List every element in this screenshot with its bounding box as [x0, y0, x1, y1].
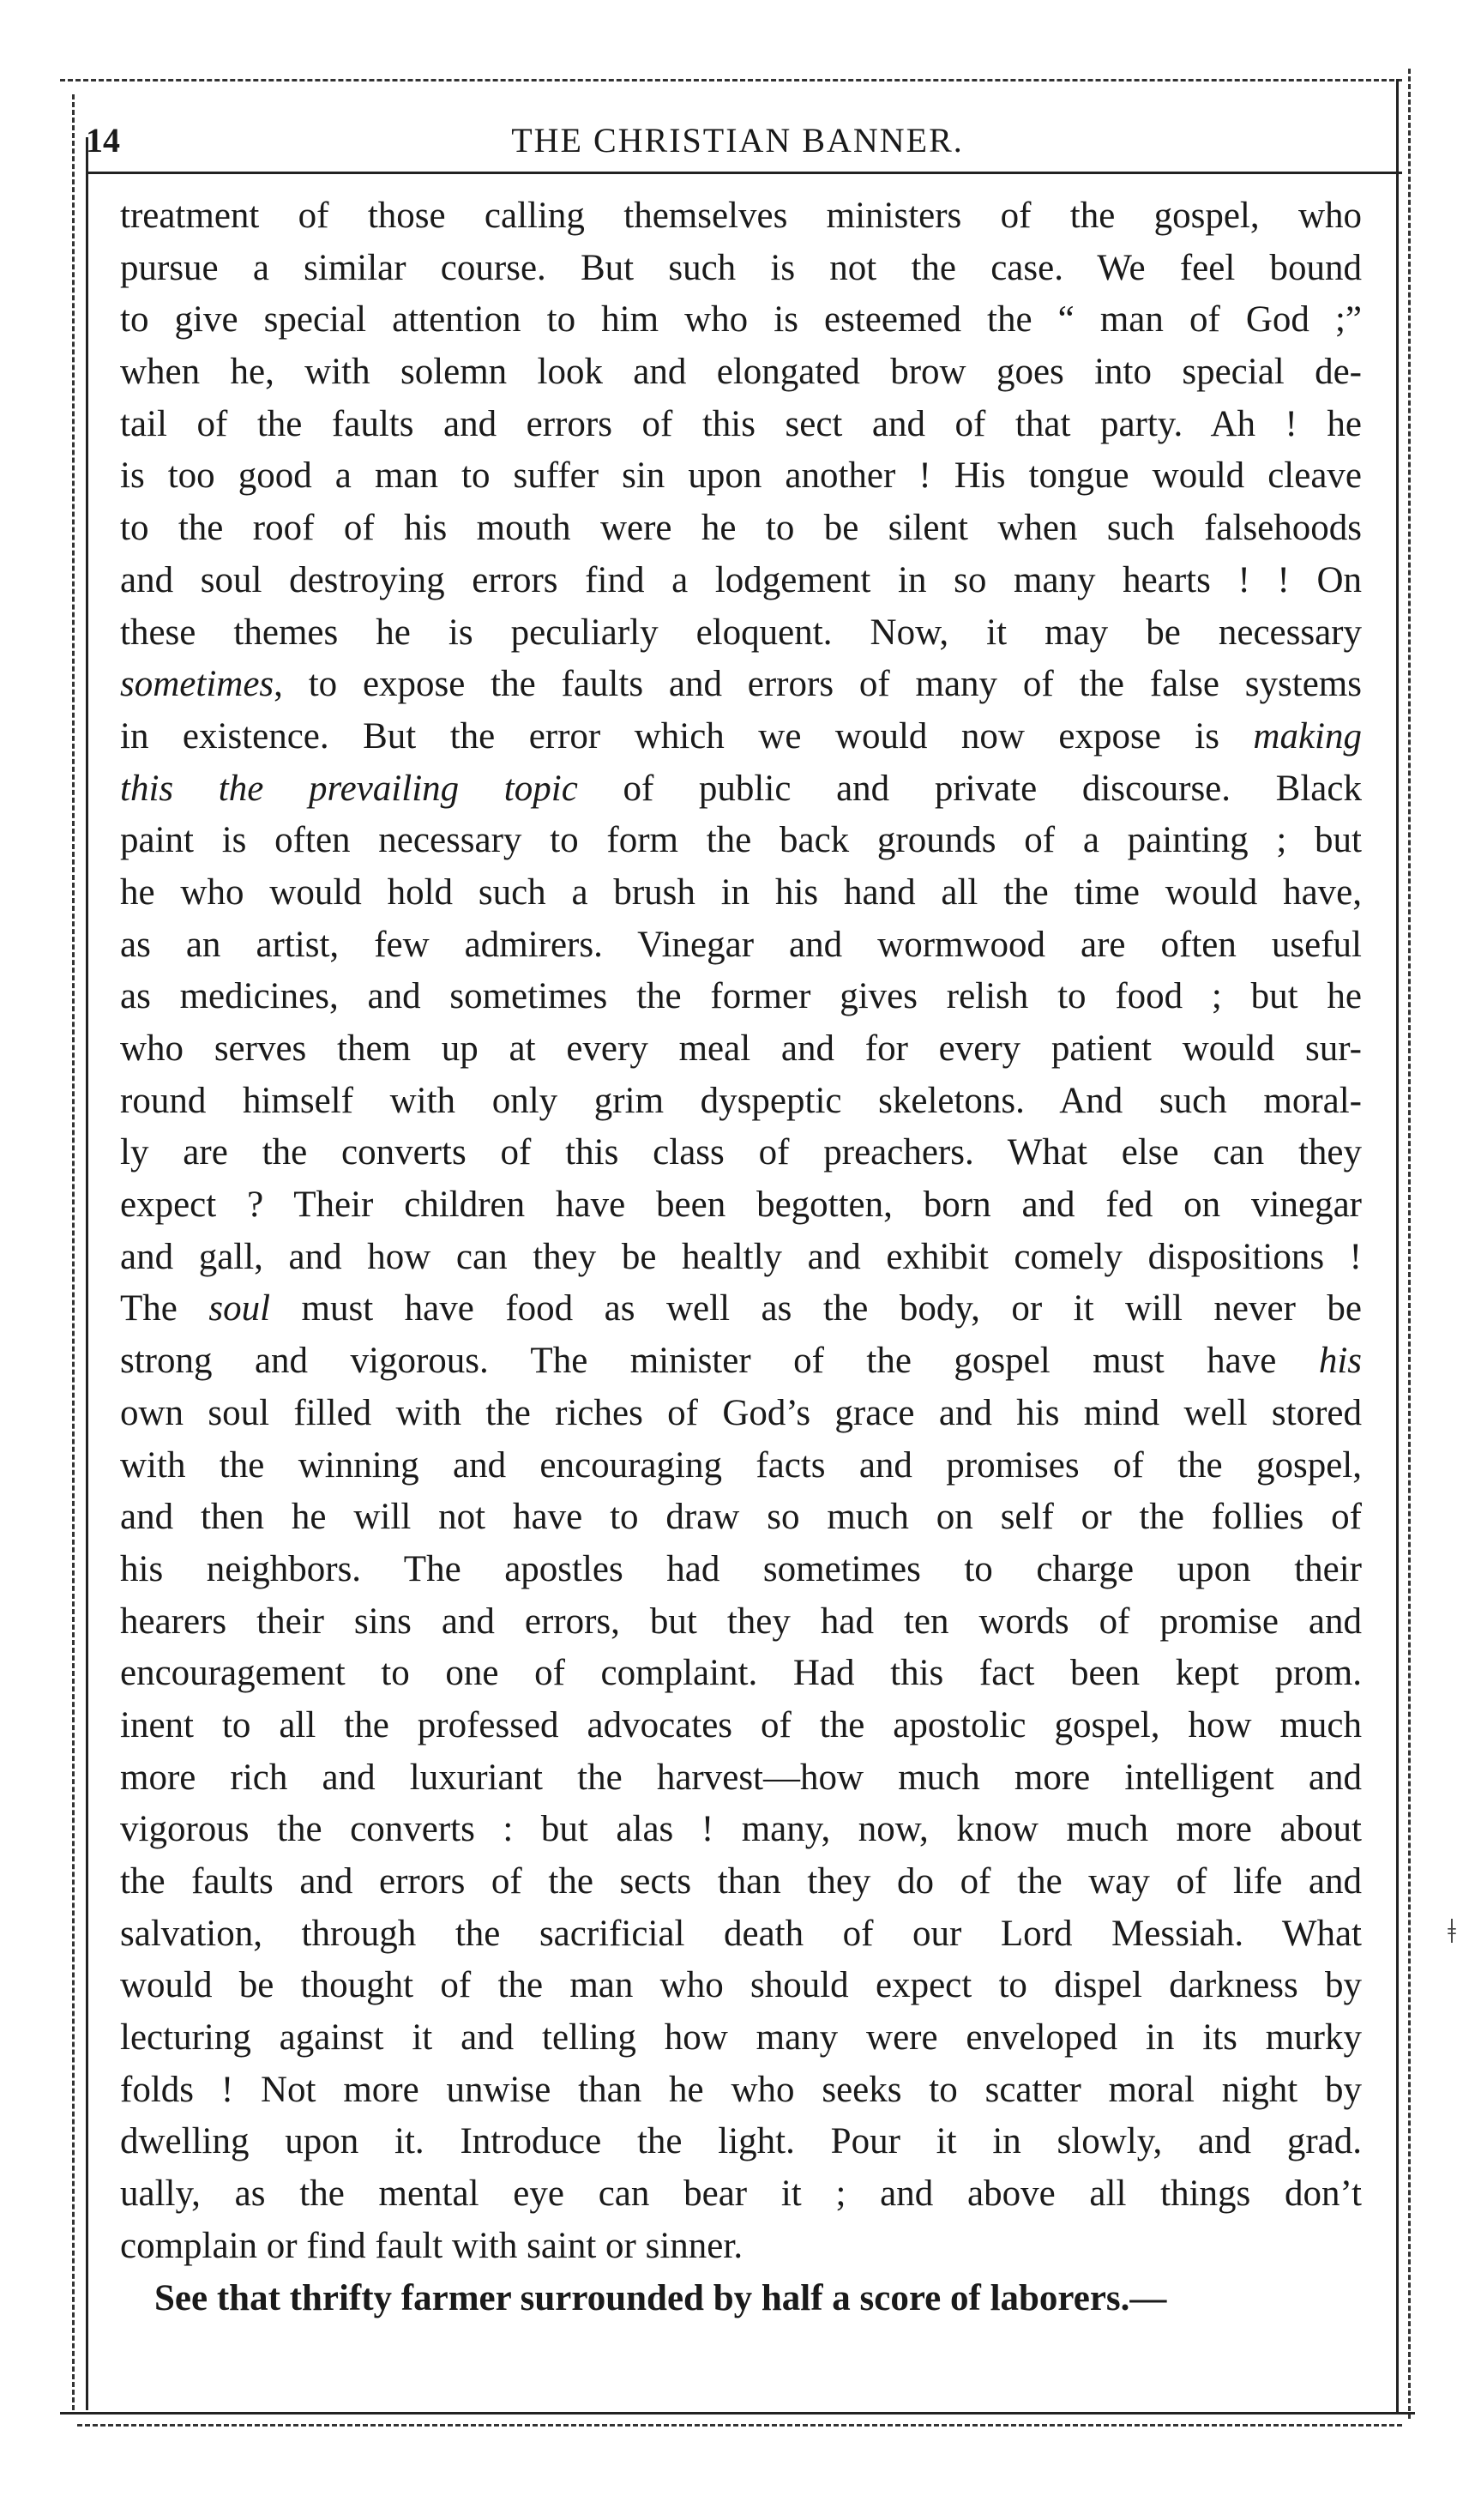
text-line: own soul filled with the riches of God’s grace and his mind well stored: [120, 1392, 1362, 1433]
text-line: round himself with only grim dyspeptic skeletons. And such moral-: [120, 1080, 1362, 1121]
text-line: he who would hold such a brush in his hand all the time would have,: [120, 871, 1362, 913]
left-outer-border: [72, 94, 75, 2410]
margin-mark: ǂ: [1448, 1912, 1456, 1950]
text-line: the faults and errors of the sects than they do of the way of life and: [120, 1861, 1362, 1902]
text-line: hearers their sins and errors, but they had ten words of promise and: [120, 1601, 1362, 1642]
text-line: ually, as the mental eye can bear it ; and above all things don’t: [120, 2173, 1362, 2215]
text-line: sometimes, to expose the faults and errors of many of the false systems: [120, 664, 1362, 705]
italic-emphasis: sometimes: [120, 664, 274, 705]
running-title: THE CHRISTIAN BANNER.: [511, 121, 964, 160]
text-line: strong and vigorous. The minister of the gospel must have his: [120, 1341, 1362, 1382]
text-line: treatment of those calling themselves ministers of the gospel, who: [120, 196, 1362, 236]
text-line: folds ! Not more unwise than he who seeks to scatter moral night by: [120, 2069, 1362, 2110]
text-line: his neighbors. The apostles had sometimes to charge upon their: [120, 1548, 1362, 1589]
text-line: paint is often necessary to form the back grounds of a painting ; but: [120, 820, 1362, 861]
text-line: inent to all the professed advocates of the apostolic gospel, how much: [120, 1704, 1362, 1745]
text-line: when he, with solemn look and elongated brow goes into special de-: [120, 352, 1362, 393]
right-outer-border: [1408, 69, 1411, 2419]
right-inner-border: [1396, 79, 1399, 2412]
text-line: as an artist, few admirers. Vinegar and wormwood are often useful: [120, 924, 1362, 965]
text-line: and gall, and how can they be healtly and exhibit comely dispositions !: [120, 1236, 1362, 1277]
text-line: this the prevailing topic of public and private discourse. Black: [120, 768, 1362, 809]
text-line: would be thought of the man who should expect to dispel darkness by: [120, 1965, 1362, 2006]
text-line: and then he will not have to draw so much on self or the follies of: [120, 1497, 1362, 1538]
text-line: The soul must have food as well as the body, or it will never be: [120, 1288, 1362, 1329]
bottom-dashed-rule: [77, 2424, 1402, 2427]
page-header: [86, 120, 1389, 172]
italic-emphasis: soul: [208, 1288, 271, 1329]
text-line: salvation, through the sacrificial death of our Lord Messiah. What: [120, 1913, 1362, 1954]
text-line: these themes he is peculiarly eloquent. Now, it may be necessary: [120, 612, 1362, 653]
text-line: to the roof of his mouth were he to be silent when such falsehoods: [120, 508, 1362, 549]
italic-emphasis: his: [1318, 1341, 1362, 1382]
text-line: lecturing against it and telling how many were enveloped in its murky: [120, 2017, 1362, 2059]
header-rule: [86, 172, 1402, 174]
text-line: encouragement to one of complaint. Had this fact been kept prom.: [120, 1653, 1362, 1694]
text-line: is too good a man to suffer sin upon another ! His tongue would cleave: [120, 455, 1362, 497]
text-line: to give special attention to him who is esteemed the “ man of God ;”: [120, 299, 1362, 341]
text-line: as medicines, and sometimes the former gives relish to food ; but he: [120, 976, 1362, 1017]
text-line: in existence. But the error which we would now expose is making: [120, 715, 1362, 757]
bottom-rule: [60, 2412, 1415, 2414]
closing-line: See that thrifty farmer surrounded by half a score of laborers.—: [154, 2277, 1167, 2318]
text-line: who serves them up at every meal and for every patient would sur-: [120, 1028, 1362, 1069]
text-line: ly are the converts of this class of preachers. What else can they: [120, 1132, 1362, 1173]
text-line: with the winning and encouraging facts and promises of the gospel,: [120, 1444, 1362, 1486]
text-line: dwelling upon it. Introduce the light. Pour it in slowly, and grad.: [120, 2121, 1362, 2162]
italic-emphasis: making: [1253, 715, 1362, 757]
text-line: expect ? Their children have been begotten, born and fed on vinegar: [120, 1185, 1362, 1226]
page-number: 14: [86, 121, 120, 160]
text-line: pursue a similar course. But such is not the case. We feel bound: [120, 247, 1362, 288]
left-inner-border: [86, 137, 88, 2410]
text-line: and soul destroying errors find a lodgement in so many hearts ! ! On: [120, 559, 1362, 600]
italic-emphasis: this the prevailing topic: [120, 768, 578, 809]
text-line: more rich and luxuriant the harvest—how much more intelligent and: [120, 1757, 1362, 1798]
text-line: vigorous the converts : but alas ! many, now, know much more about: [120, 1809, 1362, 1850]
text-line: tail of the faults and errors of this sect and of that party. Ah ! he: [120, 403, 1362, 444]
article-body: [120, 190, 1362, 2324]
top-dashed-rule: [60, 79, 1402, 81]
text-line: complain or find fault with saint or sinner.: [120, 2225, 744, 2266]
